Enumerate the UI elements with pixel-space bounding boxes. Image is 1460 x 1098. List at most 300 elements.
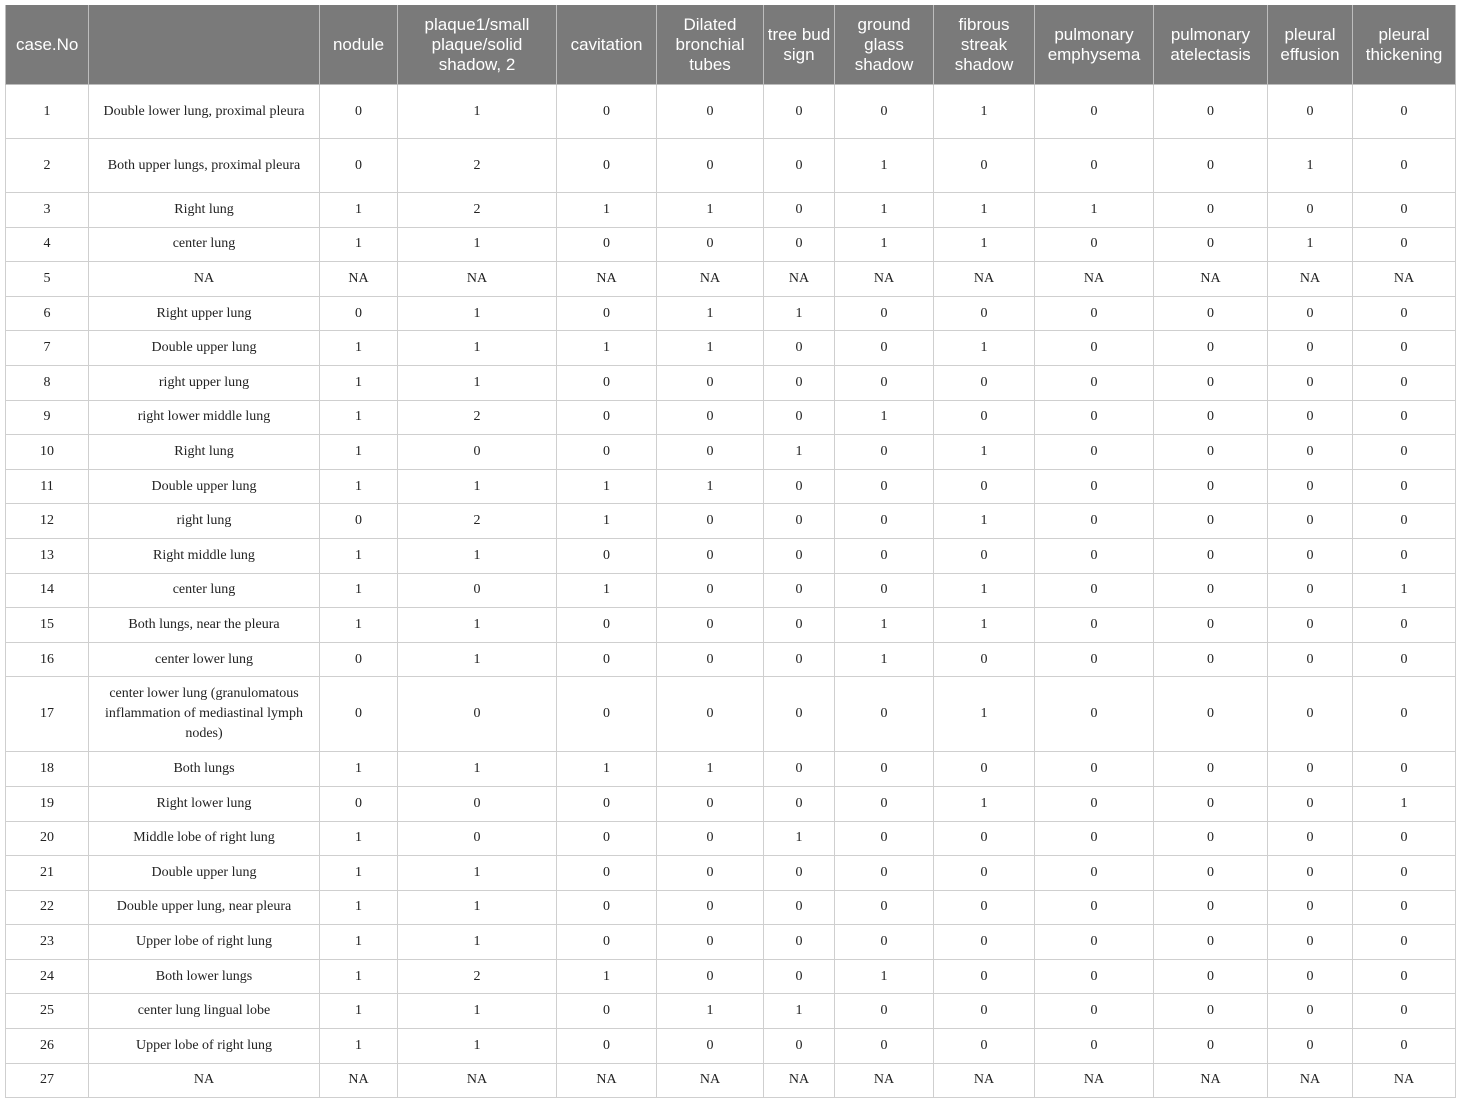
table-cell: 1 <box>657 469 764 504</box>
table-cell: 1 <box>398 85 557 139</box>
table-cell: 0 <box>934 994 1035 1029</box>
table-cell: 1 <box>934 677 1035 752</box>
table-cell: 0 <box>934 959 1035 994</box>
table-cell: 0 <box>1035 227 1154 262</box>
case-number-cell: 27 <box>6 1063 89 1098</box>
case-number-cell: 14 <box>6 573 89 608</box>
table-cell: 0 <box>1154 227 1268 262</box>
table-cell: 0 <box>934 296 1035 331</box>
table-cell: NA <box>320 1063 398 1098</box>
table-cell: 1 <box>320 193 398 228</box>
table-row <box>6 786 1456 821</box>
table-row <box>6 504 1456 539</box>
table-cell: 0 <box>1268 296 1353 331</box>
table-row <box>6 677 1456 752</box>
location-cell: right lower middle lung <box>89 400 320 435</box>
table-row <box>6 642 1456 677</box>
table-cell: 1 <box>398 642 557 677</box>
table-cell: 0 <box>1353 139 1456 193</box>
table-row <box>6 538 1456 573</box>
column-header: plaque1/small plaque/solid shadow, 2 <box>398 5 557 85</box>
column-header: tree bud sign <box>764 5 835 85</box>
table-cell: 0 <box>1268 331 1353 366</box>
table-cell: 0 <box>657 139 764 193</box>
location-cell: Upper lobe of right lung <box>89 925 320 960</box>
table-cell: 0 <box>934 890 1035 925</box>
table-cell: 1 <box>320 435 398 470</box>
table-cell: NA <box>398 262 557 297</box>
table-cell: NA <box>398 1063 557 1098</box>
location-cell: Both upper lungs, proximal pleura <box>89 139 320 193</box>
location-cell: Both lower lungs <box>89 959 320 994</box>
table-cell: 0 <box>1268 642 1353 677</box>
table-cell: 1 <box>398 856 557 891</box>
table-cell: 0 <box>1353 856 1456 891</box>
table-cell: 0 <box>764 573 835 608</box>
table-cell: 0 <box>1035 677 1154 752</box>
table-cell: 0 <box>557 890 657 925</box>
location-cell: Double upper lung <box>89 469 320 504</box>
header-row <box>6 5 1456 85</box>
table-row <box>6 856 1456 891</box>
column-header: pulmonary atelectasis <box>1154 5 1268 85</box>
table-cell: 0 <box>1268 538 1353 573</box>
table-row <box>6 296 1456 331</box>
table-cell: 1 <box>1353 573 1456 608</box>
table-cell: 0 <box>557 608 657 643</box>
column-header-case-no: case.No <box>6 5 89 85</box>
table-cell: 0 <box>657 435 764 470</box>
table-cell: 0 <box>1154 573 1268 608</box>
table-cell: 0 <box>764 469 835 504</box>
table-cell: 0 <box>320 504 398 539</box>
table-cell: 0 <box>1035 469 1154 504</box>
location-cell: right upper lung <box>89 365 320 400</box>
table-cell: 0 <box>657 227 764 262</box>
table-row <box>6 331 1456 366</box>
table-cell: 0 <box>1268 365 1353 400</box>
case-number-cell: 24 <box>6 959 89 994</box>
table-cell: 0 <box>1353 400 1456 435</box>
table-cell: 0 <box>764 504 835 539</box>
table-cell: NA <box>1353 262 1456 297</box>
table-row <box>6 85 1456 139</box>
location-cell: Middle lobe of right lung <box>89 821 320 856</box>
table-cell: 0 <box>1035 856 1154 891</box>
table-cell: 1 <box>398 331 557 366</box>
table-cell: 0 <box>934 538 1035 573</box>
table-cell: 1 <box>320 608 398 643</box>
table-cell: 0 <box>1154 538 1268 573</box>
case-number-cell: 7 <box>6 331 89 366</box>
table-row <box>6 1029 1456 1064</box>
table-cell: 1 <box>835 193 934 228</box>
table-cell: 0 <box>1154 608 1268 643</box>
table-cell: 0 <box>557 85 657 139</box>
table-cell: 0 <box>1154 994 1268 1029</box>
case-number-cell: 16 <box>6 642 89 677</box>
location-cell: Right upper lung <box>89 296 320 331</box>
table-cell: 0 <box>835 331 934 366</box>
table-cell: NA <box>1154 1063 1268 1098</box>
table-cell: NA <box>835 1063 934 1098</box>
table-cell: 0 <box>1035 400 1154 435</box>
table-cell: 1 <box>657 331 764 366</box>
case-number-cell: 19 <box>6 786 89 821</box>
table-cell: 0 <box>320 642 398 677</box>
table-cell: 1 <box>320 1029 398 1064</box>
table-cell: NA <box>1154 262 1268 297</box>
table-cell: NA <box>934 1063 1035 1098</box>
table-cell: 0 <box>557 139 657 193</box>
table-cell: 1 <box>1268 227 1353 262</box>
table-cell: 0 <box>934 1029 1035 1064</box>
case-number-cell: 23 <box>6 925 89 960</box>
table-cell: 1 <box>398 890 557 925</box>
table-cell: 0 <box>1353 959 1456 994</box>
table-cell: 0 <box>934 400 1035 435</box>
table-cell: 0 <box>835 925 934 960</box>
table-cell: 0 <box>1353 677 1456 752</box>
table-cell: 0 <box>657 85 764 139</box>
table-cell: 0 <box>557 821 657 856</box>
table-cell: 0 <box>764 856 835 891</box>
table-cell: 0 <box>1268 1029 1353 1064</box>
case-number-cell: 5 <box>6 262 89 297</box>
location-cell: center lung lingual lobe <box>89 994 320 1029</box>
table-cell: 0 <box>764 85 835 139</box>
table-cell: 0 <box>557 642 657 677</box>
table-cell: 0 <box>1035 608 1154 643</box>
table-cell: 0 <box>1268 856 1353 891</box>
table-cell: 0 <box>657 642 764 677</box>
table-cell: 0 <box>764 608 835 643</box>
table-cell: NA <box>934 262 1035 297</box>
table-cell: 0 <box>1035 752 1154 787</box>
table-cell: 1 <box>398 365 557 400</box>
table-row <box>6 752 1456 787</box>
case-number-cell: 13 <box>6 538 89 573</box>
table-cell: 0 <box>764 139 835 193</box>
table-cell: 0 <box>1353 994 1456 1029</box>
table-cell: 1 <box>398 227 557 262</box>
table-cell: 0 <box>1353 227 1456 262</box>
table-cell: 0 <box>1154 365 1268 400</box>
location-cell: center lung <box>89 227 320 262</box>
table-cell: 0 <box>835 85 934 139</box>
table-cell: 0 <box>1353 85 1456 139</box>
column-header: Dilated bronchial tubes <box>657 5 764 85</box>
table-cell: 0 <box>934 856 1035 891</box>
table-cell: 0 <box>657 890 764 925</box>
table-cell: NA <box>1035 262 1154 297</box>
table-cell: 0 <box>1035 331 1154 366</box>
table-cell: 1 <box>557 573 657 608</box>
table-cell: 0 <box>657 1029 764 1064</box>
table-cell: 0 <box>835 994 934 1029</box>
table-cell: 0 <box>764 925 835 960</box>
case-number-cell: 18 <box>6 752 89 787</box>
table-cell: 0 <box>764 752 835 787</box>
location-cell: right lung <box>89 504 320 539</box>
table-cell: 0 <box>1154 821 1268 856</box>
table-cell: 0 <box>557 925 657 960</box>
table-header <box>6 5 1456 85</box>
table-cell: 1 <box>320 925 398 960</box>
table-cell: 0 <box>1353 925 1456 960</box>
table-cell: 1 <box>398 469 557 504</box>
table-cell: 1 <box>320 821 398 856</box>
table-cell: 1 <box>934 608 1035 643</box>
table-cell: 0 <box>1353 821 1456 856</box>
table-cell: 1 <box>835 139 934 193</box>
case-number-cell: 3 <box>6 193 89 228</box>
table-cell: 0 <box>1154 925 1268 960</box>
table-cell: NA <box>1353 1063 1456 1098</box>
case-number-cell: 8 <box>6 365 89 400</box>
table-cell: 0 <box>764 400 835 435</box>
table-cell: 0 <box>1353 331 1456 366</box>
table-cell: 1 <box>320 994 398 1029</box>
column-header: pulmonary emphysema <box>1035 5 1154 85</box>
table-cell: 0 <box>764 193 835 228</box>
table-cell: 1 <box>398 994 557 1029</box>
table-row <box>6 959 1456 994</box>
table-cell: 0 <box>1353 1029 1456 1064</box>
table-cell: 1 <box>934 193 1035 228</box>
location-cell: Right lower lung <box>89 786 320 821</box>
location-cell: Upper lobe of right lung <box>89 1029 320 1064</box>
table-cell: 0 <box>934 139 1035 193</box>
table-cell: 1 <box>557 959 657 994</box>
location-cell: Right lung <box>89 193 320 228</box>
table-cell: 0 <box>1035 573 1154 608</box>
table-cell: 1 <box>835 642 934 677</box>
table-row <box>6 400 1456 435</box>
table-cell: 0 <box>657 925 764 960</box>
table-cell: 0 <box>1353 296 1456 331</box>
table-cell: 0 <box>1154 139 1268 193</box>
table-cell: 0 <box>934 752 1035 787</box>
location-cell: Right lung <box>89 435 320 470</box>
table-cell: 1 <box>835 608 934 643</box>
table-cell: 1 <box>320 469 398 504</box>
table-cell: 0 <box>657 959 764 994</box>
table-cell: 0 <box>1353 193 1456 228</box>
table-cell: 1 <box>835 227 934 262</box>
table-cell: 0 <box>1268 435 1353 470</box>
table-cell: 1 <box>320 538 398 573</box>
table-cell: 1 <box>934 504 1035 539</box>
table-row <box>6 608 1456 643</box>
table-cell: 0 <box>398 435 557 470</box>
table-cell: 1 <box>320 959 398 994</box>
table-cell: 1 <box>835 400 934 435</box>
table-cell: 0 <box>398 821 557 856</box>
table-row <box>6 925 1456 960</box>
location-cell: Double upper lung <box>89 331 320 366</box>
table-cell: 0 <box>657 538 764 573</box>
table-cell: 1 <box>398 608 557 643</box>
table-cell: 0 <box>1353 469 1456 504</box>
table-cell: 0 <box>764 786 835 821</box>
table-cell: 0 <box>557 227 657 262</box>
table-cell: 0 <box>1268 786 1353 821</box>
table-cell: 0 <box>1268 677 1353 752</box>
table-cell: 0 <box>1035 786 1154 821</box>
table-cell: 1 <box>934 85 1035 139</box>
table-cell: 0 <box>1154 400 1268 435</box>
table-cell: 2 <box>398 504 557 539</box>
table-cell: 1 <box>398 1029 557 1064</box>
table-cell: 0 <box>657 365 764 400</box>
table-cell: NA <box>657 262 764 297</box>
table-cell: NA <box>1268 1063 1353 1098</box>
table-cell: 0 <box>835 469 934 504</box>
location-cell: Double upper lung, near pleura <box>89 890 320 925</box>
table-cell: 0 <box>1353 538 1456 573</box>
table-cell: 0 <box>1154 193 1268 228</box>
table-cell: 1 <box>557 331 657 366</box>
table-cell: 0 <box>764 642 835 677</box>
table-cell: 1 <box>934 435 1035 470</box>
table-cell: 0 <box>764 365 835 400</box>
table-cell: 1 <box>764 296 835 331</box>
table-cell: 0 <box>1268 400 1353 435</box>
table-cell: 1 <box>320 331 398 366</box>
table-cell: 0 <box>320 139 398 193</box>
table-cell: 1 <box>835 959 934 994</box>
table-row <box>6 890 1456 925</box>
table-cell: 0 <box>1154 856 1268 891</box>
location-cell: NA <box>89 1063 320 1098</box>
column-header: pleural thickening <box>1353 5 1456 85</box>
table-cell: 0 <box>1268 608 1353 643</box>
case-number-cell: 17 <box>6 677 89 752</box>
table-cell: 0 <box>398 786 557 821</box>
table-cell: 0 <box>1353 752 1456 787</box>
table-cell: 0 <box>557 538 657 573</box>
table-cell: 0 <box>1268 504 1353 539</box>
table-row <box>6 193 1456 228</box>
table-cell: 0 <box>1035 925 1154 960</box>
table-row <box>6 365 1456 400</box>
table-cell: 0 <box>764 331 835 366</box>
table-cell: 0 <box>1035 435 1154 470</box>
table-cell: 1 <box>934 786 1035 821</box>
table-row <box>6 573 1456 608</box>
case-number-cell: 4 <box>6 227 89 262</box>
location-cell: center lower lung <box>89 642 320 677</box>
table-cell: 0 <box>764 677 835 752</box>
case-number-cell: 25 <box>6 994 89 1029</box>
case-number-cell: 26 <box>6 1029 89 1064</box>
table-cell: 1 <box>320 856 398 891</box>
table-cell: 0 <box>835 538 934 573</box>
table-cell: 0 <box>1154 435 1268 470</box>
table-cell: 0 <box>657 573 764 608</box>
table-cell: 0 <box>557 365 657 400</box>
table-cell: NA <box>764 262 835 297</box>
table-cell: 1 <box>557 504 657 539</box>
table-cell: 0 <box>320 677 398 752</box>
table-cell: 0 <box>934 642 1035 677</box>
table-cell: 1 <box>320 365 398 400</box>
table-cell: 0 <box>1154 85 1268 139</box>
table-cell: 0 <box>398 573 557 608</box>
table-cell: 0 <box>1035 139 1154 193</box>
table-row <box>6 1063 1456 1098</box>
table-cell: 0 <box>657 821 764 856</box>
table-cell: 0 <box>557 677 657 752</box>
table-row <box>6 262 1456 297</box>
table-cell: 0 <box>657 786 764 821</box>
table-cell: 1 <box>320 752 398 787</box>
table-cell: 0 <box>764 890 835 925</box>
table-body <box>6 85 1456 1098</box>
table-cell: 1 <box>657 296 764 331</box>
table-cell: 0 <box>1353 435 1456 470</box>
table-cell: 0 <box>1268 193 1353 228</box>
table-cell: 0 <box>557 1029 657 1064</box>
table-cell: 0 <box>934 821 1035 856</box>
table-cell: 0 <box>1353 890 1456 925</box>
table-cell: 0 <box>1268 573 1353 608</box>
table-cell: 0 <box>764 959 835 994</box>
table-cell: 1 <box>320 890 398 925</box>
table-cell: 0 <box>1154 504 1268 539</box>
table-cell: 1 <box>557 193 657 228</box>
table-cell: 1 <box>764 994 835 1029</box>
table-cell: 0 <box>1268 752 1353 787</box>
location-cell: NA <box>89 262 320 297</box>
table-cell: 1 <box>1035 193 1154 228</box>
table-cell: 1 <box>557 469 657 504</box>
case-number-cell: 6 <box>6 296 89 331</box>
table-cell: 0 <box>1154 677 1268 752</box>
case-number-cell: 1 <box>6 85 89 139</box>
table-cell: 0 <box>1154 1029 1268 1064</box>
table-cell: 0 <box>1154 959 1268 994</box>
table-cell: 0 <box>657 504 764 539</box>
table-cell: 1 <box>398 538 557 573</box>
table-cell: 1 <box>398 925 557 960</box>
table-cell: 0 <box>1154 469 1268 504</box>
table-cell: 0 <box>557 400 657 435</box>
table-cell: 0 <box>1268 925 1353 960</box>
table-cell: NA <box>1268 262 1353 297</box>
table-cell: 0 <box>1268 890 1353 925</box>
table-row <box>6 139 1456 193</box>
table-cell: 0 <box>320 786 398 821</box>
table-cell: 0 <box>835 1029 934 1064</box>
table-cell: 0 <box>1035 642 1154 677</box>
table-cell: 0 <box>1268 994 1353 1029</box>
table-cell: 0 <box>1154 786 1268 821</box>
case-number-cell: 11 <box>6 469 89 504</box>
table-cell: 0 <box>1154 331 1268 366</box>
table-cell: 0 <box>934 469 1035 504</box>
table-cell: 0 <box>1035 821 1154 856</box>
column-header: cavitation <box>557 5 657 85</box>
table-cell: 0 <box>1035 890 1154 925</box>
table-row <box>6 469 1456 504</box>
case-number-cell: 21 <box>6 856 89 891</box>
location-cell: Double upper lung <box>89 856 320 891</box>
table-cell: 0 <box>1035 1029 1154 1064</box>
table-cell: 0 <box>1353 365 1456 400</box>
table-cell: 0 <box>657 400 764 435</box>
